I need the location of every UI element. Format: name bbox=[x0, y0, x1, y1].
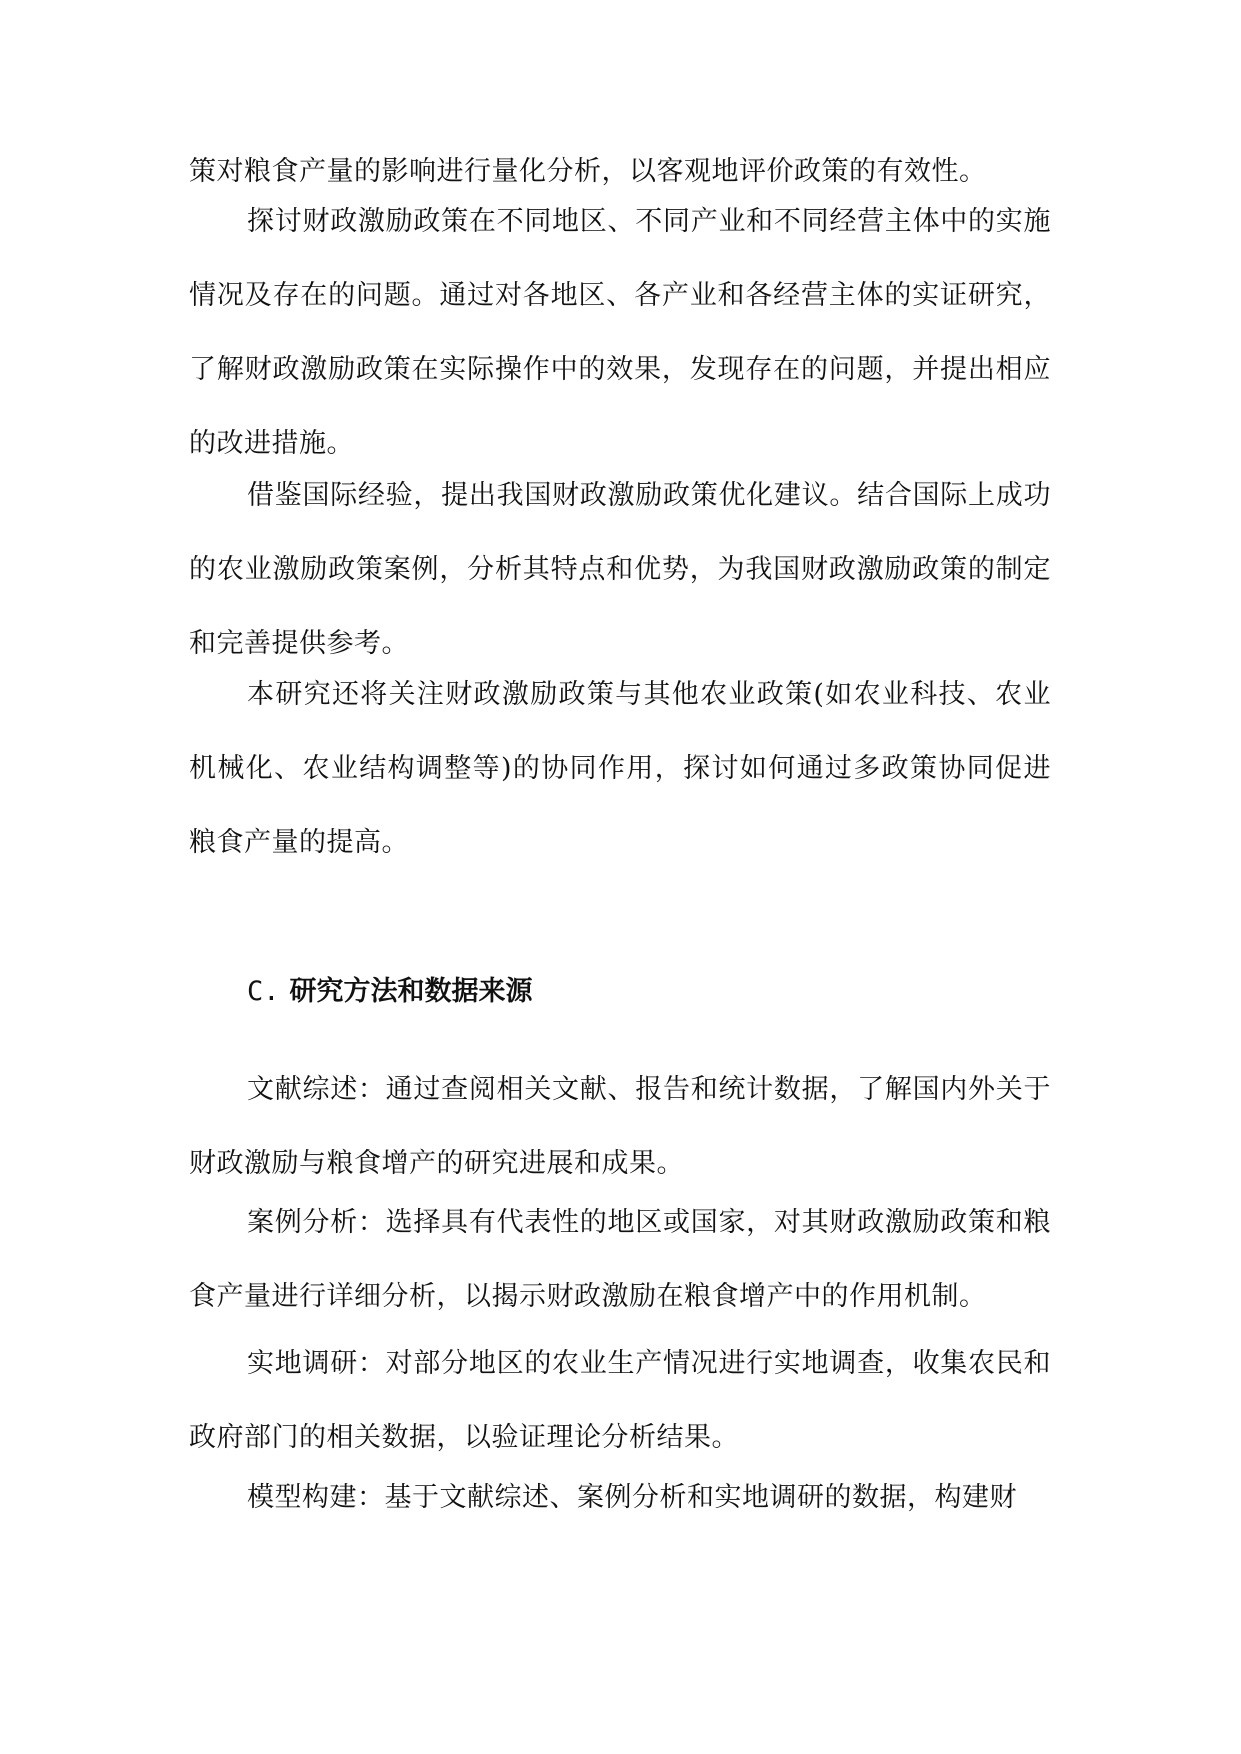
section-heading bbox=[247, 972, 1047, 1012]
paragraph-regional-implementation: 探讨财政激励政策在不同地区、不同产业和不同经营主体中的实施情况及存在的问题。通过对各地区、各产业和各经营主体的实证研究，了解财政激励政策在实际操作中的效果，发现存在的问题，并提出相应的改进措施。 bbox=[189, 206, 1051, 459]
paragraph-case-analysis: 案例分析：选择具有代表性的地区或国家，对其财政激励政策和粮食产量进行详细分析，以揭示财政激励在粮食增产中的作用机制。 bbox=[189, 1207, 1051, 1312]
section-title: 研究方法和数据来源 bbox=[289, 976, 533, 1007]
paragraph-model-construction: 模型构建：基于文献综述、案例分析和实地调研的数据，构建财 bbox=[247, 1482, 1017, 1513]
paragraph-policy-synergy: 本研究还将关注财政激励政策与其他农业政策(如农业科技、农业机械化、农业结构调整等)的协同作用，探讨如何通过多政策协同促进粮食产量的提高。 bbox=[189, 679, 1051, 858]
paragraph-literature-review: 文献综述：通过查阅相关文献、报告和统计数据，了解国内外关于财政激励与粮食增产的研究进展和成果。 bbox=[189, 1074, 1051, 1179]
paragraph-international-experience: 借鉴国际经验，提出我国财政激励政策优化建议。结合国际上成功的农业激励政策案例，分析其特点和优势，为我国财政激励政策的制定和完善提供参考。 bbox=[189, 480, 1051, 659]
section-number: C. bbox=[247, 976, 280, 1007]
paragraph-field-research: 实地调研：对部分地区的农业生产情况进行实地调查，收集农民和政府部门的相关数据，以验证理论分析结果。 bbox=[189, 1348, 1051, 1453]
paragraph-continuation: 策对粮食产量的影响进行量化分析，以客观地评价政策的有效性。 bbox=[189, 156, 987, 187]
